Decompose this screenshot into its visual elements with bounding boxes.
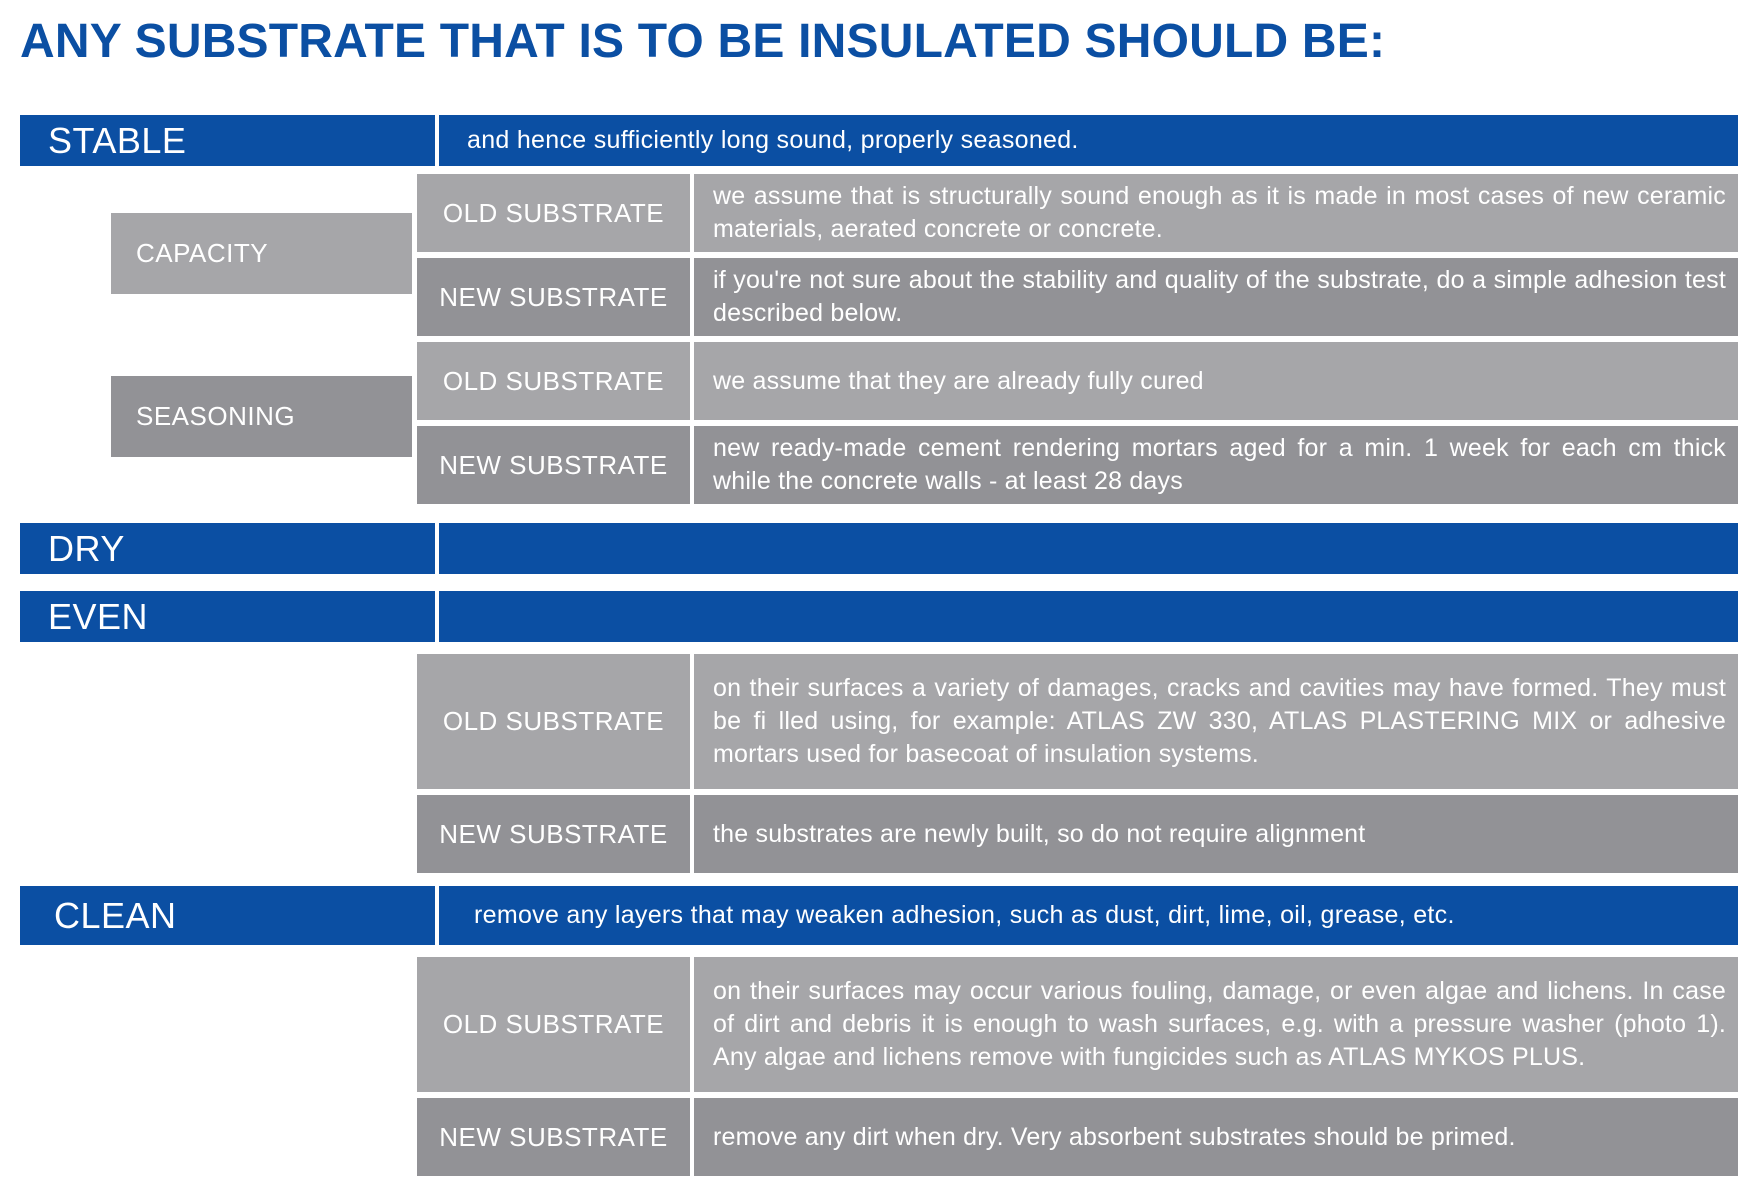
seasoning-old-substrate-label: OLD SUBSTRATE: [417, 342, 690, 420]
category-capacity: CAPACITY: [111, 213, 412, 294]
capacity-old-substrate-text: we assume that is structurally sound enough as it is made in most cases of new ceramic materials, aerated concrete or concrete.: [694, 174, 1738, 252]
section-dry-bar: [439, 523, 1738, 574]
seasoning-old-substrate-text: we assume that they are already fully cured: [694, 342, 1738, 420]
capacity-old-substrate-label: OLD SUBSTRATE: [417, 174, 690, 252]
category-seasoning: SEASONING: [111, 376, 412, 457]
section-dry-label: DRY: [20, 523, 435, 574]
section-stable-description: and hence sufficiently long sound, properly seasoned.: [439, 115, 1738, 166]
clean-old-substrate-text: on their surfaces may occur various fouling, damage, or even algae and lichens. In case of dirt and debris it is enough to wash surfaces, e.g. with a pressure washer (photo 1). Any algae and lichens remove with fungicides such as ATLAS MYKOS PLUS.: [694, 957, 1738, 1092]
clean-new-substrate-text: remove any dirt when dry. Very absorbent substrates should be primed.: [694, 1098, 1738, 1176]
section-clean-description: remove any layers that may weaken adhesion, such as dust, dirt, lime, oil, grease, etc.: [439, 886, 1738, 945]
capacity-new-substrate-text: if you're not sure about the stability and quality of the substrate, do a simple adhesion test described below.: [694, 258, 1738, 336]
page-title: ANY SUBSTRATE THAT IS TO BE INSULATED SHOULD BE:: [20, 15, 1386, 68]
section-even-label: EVEN: [20, 591, 435, 642]
seasoning-new-substrate-label: NEW SUBSTRATE: [417, 426, 690, 504]
section-stable-label: STABLE: [20, 115, 435, 166]
section-even-bar: [439, 591, 1738, 642]
even-old-substrate-label: OLD SUBSTRATE: [417, 654, 690, 789]
even-old-substrate-text: on their surfaces a variety of damages, cracks and cavities may have formed. They must be fi lled using, for example: ATLAS ZW 330, ATLAS PLASTERING MIX or adhesive mortars used for basecoat of insulation systems.: [694, 654, 1738, 789]
capacity-new-substrate-label: NEW SUBSTRATE: [417, 258, 690, 336]
even-new-substrate-text: the substrates are newly built, so do not require alignment: [694, 795, 1738, 873]
clean-old-substrate-label: OLD SUBSTRATE: [417, 957, 690, 1092]
even-new-substrate-label: NEW SUBSTRATE: [417, 795, 690, 873]
seasoning-new-substrate-text: new ready-made cement rendering mortars aged for a min. 1 week for each cm thick while the concrete walls - at least 28 days: [694, 426, 1738, 504]
section-clean-label: CLEAN: [20, 886, 435, 945]
clean-new-substrate-label: NEW SUBSTRATE: [417, 1098, 690, 1176]
